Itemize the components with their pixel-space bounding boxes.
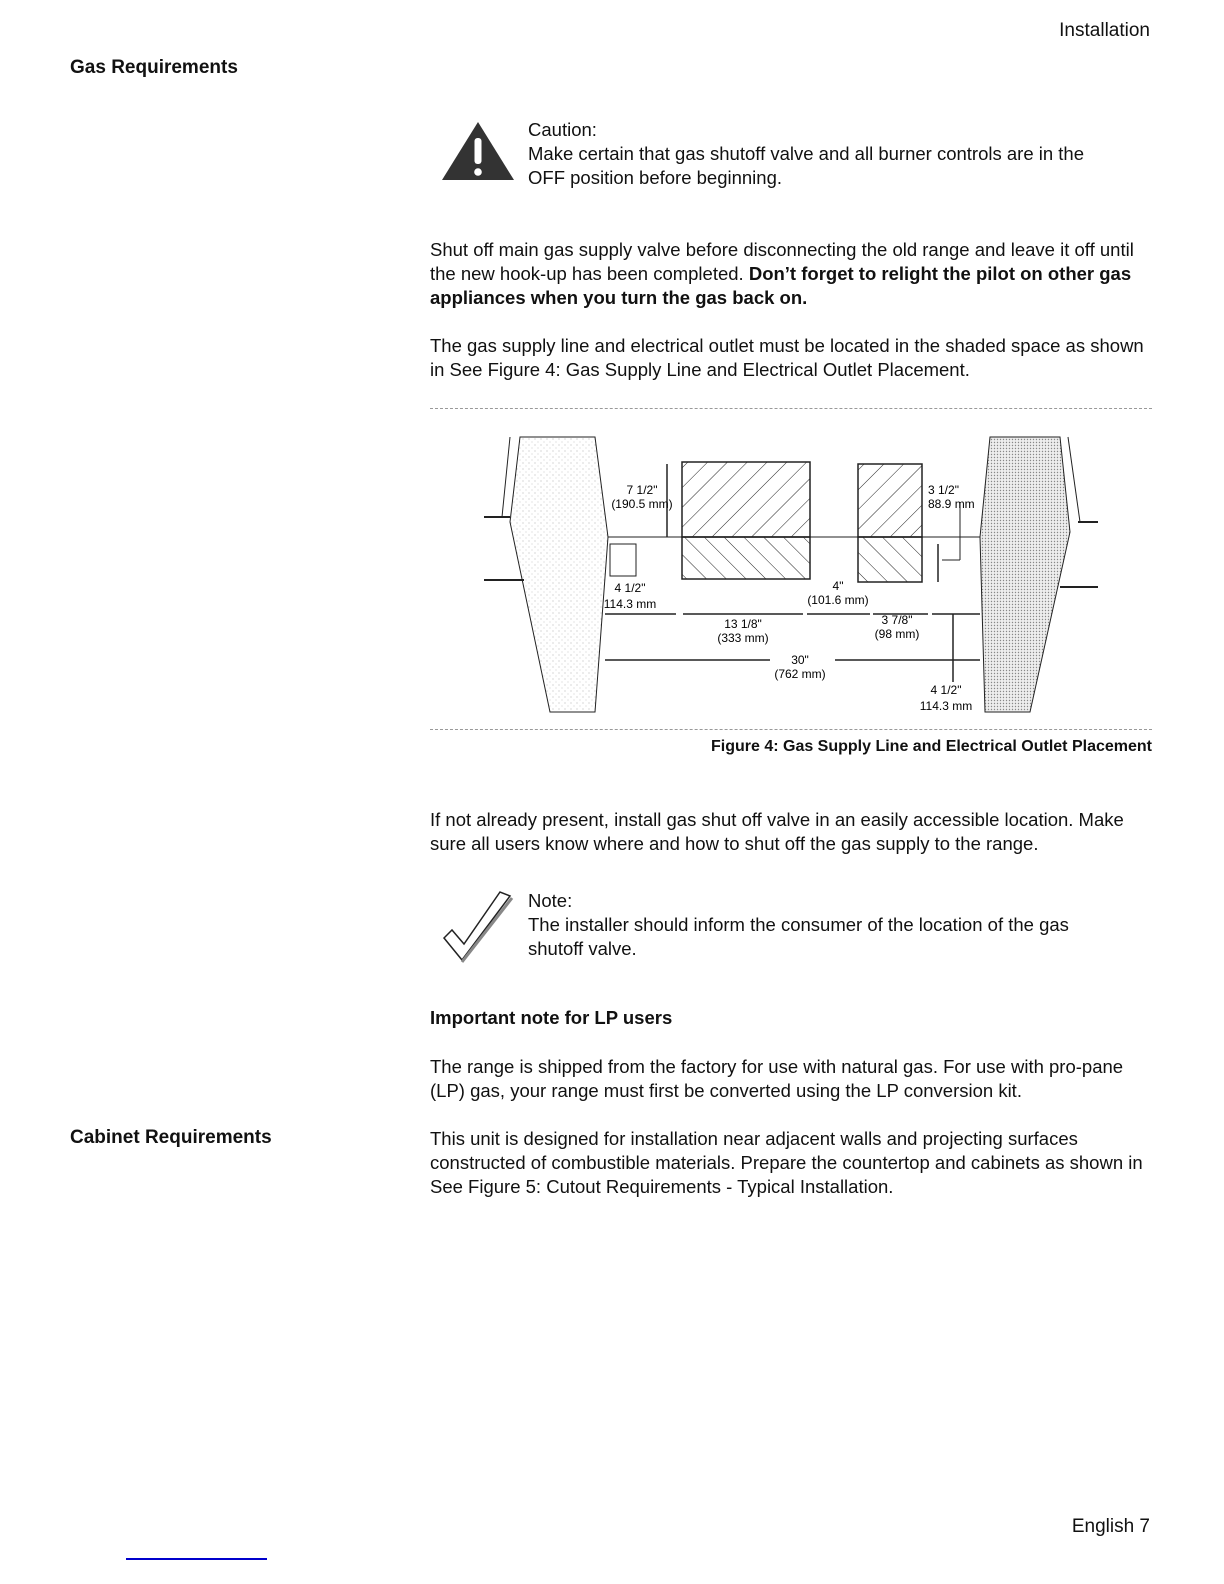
svg-text:4 1/2": 4 1/2" xyxy=(930,683,962,697)
svg-text:3 7/8": 3 7/8" xyxy=(881,613,913,627)
section-heading-cabinet: Cabinet Requirements xyxy=(70,1127,272,1148)
checkmark-icon xyxy=(440,888,520,973)
lp-users-heading: Important note for LP users xyxy=(430,1007,673,1028)
install-valve-paragraph: If not already present, install gas shut off valve in an easily accessible location. Make sure all users know where and how to shut off the gas supply to the range. xyxy=(430,809,1124,854)
svg-text:(101.6 mm): (101.6 mm) xyxy=(807,593,869,607)
gas-supply-diagram xyxy=(480,432,1100,722)
note-line-2: shutoff valve. xyxy=(528,938,637,959)
caution-notice xyxy=(528,118,1158,190)
relight-warning: Don’t forget to relight the pilot on other gas appliances when you turn the gas back on. xyxy=(430,263,1132,308)
warning-triangle-icon xyxy=(440,120,516,187)
supply-line-paragraph: The gas supply line and electrical outlet must be located in the shaded space as shown in See Figure 4: Gas Supply Line and Electrical Outlet Placement. xyxy=(430,335,1144,380)
svg-text:(98 mm): (98 mm) xyxy=(874,627,920,641)
svg-text:(190.5 mm): (190.5 mm) xyxy=(611,497,673,511)
svg-text:(762 mm): (762 mm) xyxy=(774,667,826,681)
svg-text:7 1/2": 7 1/2" xyxy=(626,483,658,497)
shutoff-paragraph: Shut off main gas supply valve before disconnecting the old range and leave it off until the new hook-up has been completed. Don’t forget to relight the pilot on other gas appliances when you turn the gas back on. xyxy=(430,239,1134,308)
svg-text:13 1/8": 13 1/8" xyxy=(724,617,762,631)
svg-text:30": 30" xyxy=(791,653,809,667)
lp-paragraph: The range is shipped from the factory for use with natural gas. For use with pro-pane (LP) gas, your range must first be converted using the LP conversion kit. xyxy=(430,1056,1124,1101)
figure-caption: Figure 4: Gas Supply Line and Electrical Outlet Placement xyxy=(710,738,1152,755)
svg-text:4": 4" xyxy=(832,579,844,593)
caution-line-1: Make certain that gas shutoff valve and all burner controls are in the xyxy=(528,143,1085,164)
note-line-1: The installer should inform the consumer of the location of the gas xyxy=(528,914,1069,935)
section-heading-gas: Gas Requirements xyxy=(70,57,238,78)
svg-text:4 1/2": 4 1/2" xyxy=(614,581,646,595)
cabinet-paragraph: This unit is designed for installation near adjacent walls and projecting surfaces constructed of combustible materials. Prepare the countertop and cabinets as shown in See Figure 5: Cutout Requirements - Typical Installation. xyxy=(430,1128,1143,1197)
footer-link-underline[interactable] xyxy=(126,1558,267,1560)
note-title: Note: xyxy=(528,890,573,911)
running-header: Installation xyxy=(1059,20,1150,41)
svg-text:88.9 mm: 88.9 mm xyxy=(928,497,975,511)
svg-text:(333 mm): (333 mm) xyxy=(717,631,769,645)
caution-line-2: OFF position before beginning. xyxy=(528,167,783,188)
page-number: English 7 xyxy=(1071,1516,1150,1537)
caution-title: Caution: xyxy=(528,119,597,140)
note-notice xyxy=(528,889,1158,961)
svg-text:3 1/2": 3 1/2" xyxy=(928,483,959,497)
figure-bottom-rule xyxy=(430,729,1152,730)
svg-text:114.3 mm: 114.3 mm xyxy=(603,597,657,611)
svg-text:114.3 mm: 114.3 mm xyxy=(919,699,973,713)
figure-top-rule xyxy=(430,408,1152,409)
